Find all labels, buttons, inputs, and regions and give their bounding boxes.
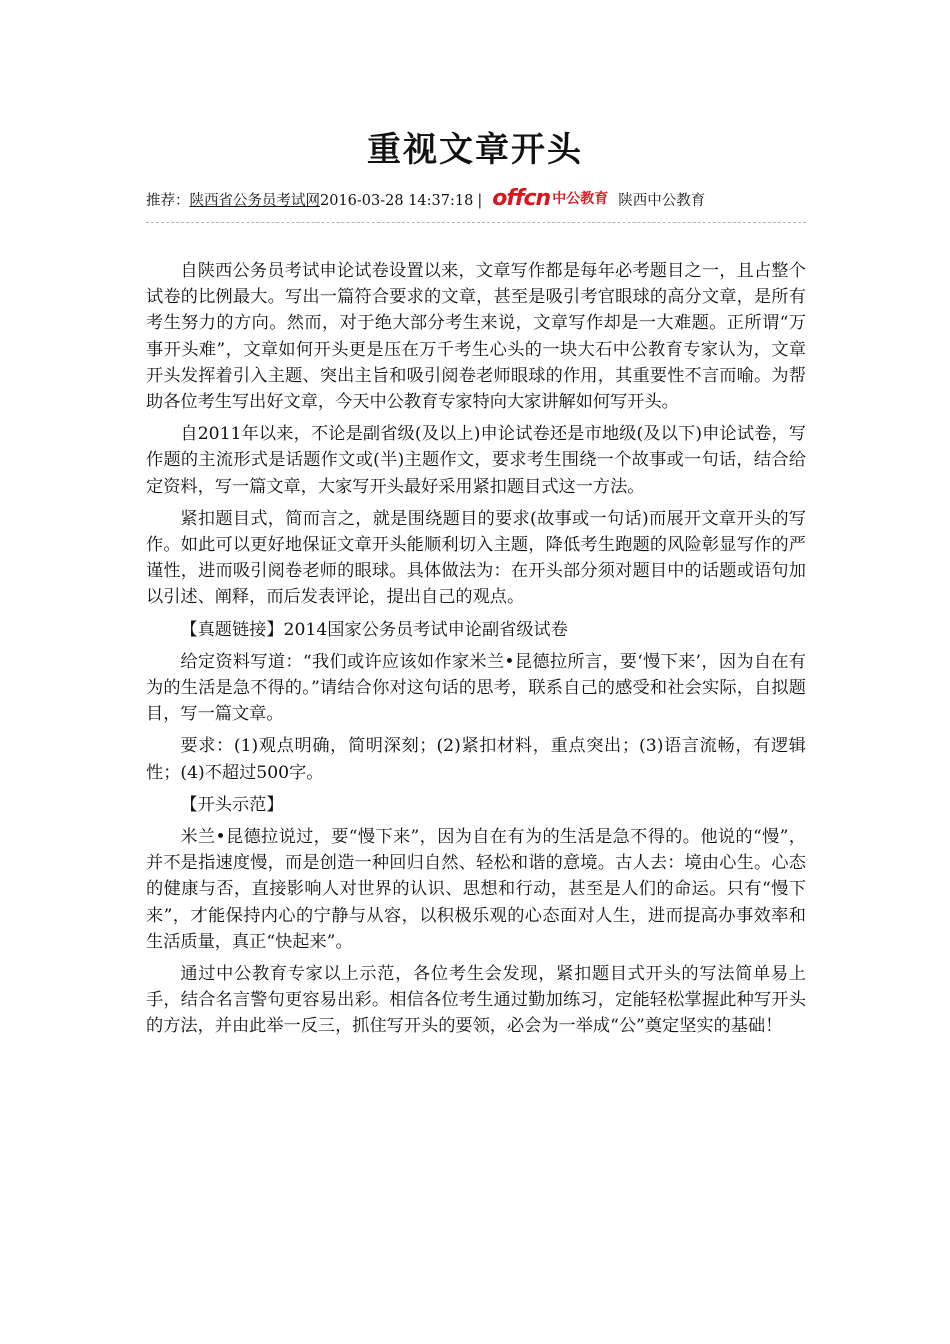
logo-text-cn: 中公教育 — [552, 191, 609, 207]
publish-datetime: 2016-03-28 14:37:18 — [320, 193, 474, 209]
paragraph: 紧扣题目式，简而言之，就是围绕题目的要求(故事或一句话)而展开文章开头的写作。如此可以更好地保证文章开头能顺利切入主题，降低考生跑题的风险彰显写作的严谨性，进而吸引阅卷老师的眼球。具体做法为：在开头部分须对题目中的话题或语句加以引述、阐释，而后发表评论，提出自己的观点。 — [146, 508, 806, 608]
publisher-name: 陕西中公教育 — [618, 193, 706, 209]
paragraph: 自2011年以来，不论是副省级(及以上)申论试卷还是市地级(及以下)申论试卷，写作题的主流形式是话题作文或(半)主题作文，要求考生围绕一个故事或一句话，结合给定资料，写一篇文章，大家写开头最好采用紧扣题目式这一方法。 — [146, 424, 806, 497]
paragraph: 【真题链接】2014国家公务员考试申论副省级试卷 — [180, 619, 568, 640]
source-link[interactable]: 陕西省公务员考试网 — [189, 193, 320, 209]
recommend-label: 推荐： — [146, 193, 190, 209]
dashed-divider — [146, 222, 806, 223]
page-title: 重视文章开头 — [367, 130, 583, 170]
paragraph: 【开头示范】 — [180, 794, 284, 815]
paragraph: 要求：(1)观点明确，简明深刻；(2)紧扣材料，重点突出；(3)语言流畅，有逻辑性；(4)不超过500字。 — [146, 736, 806, 783]
offcn-logo — [492, 186, 608, 212]
article-body — [146, 258, 806, 1046]
logo-text-en: offcn — [492, 186, 551, 211]
paragraph: 自陕西公务员考试申论试卷设置以来，文章写作都是每年必考题目之一，且占整个试卷的比例最大。写出一篇符合要求的文章，甚至是吸引考官眼球的高分文章，是所有考生努力的方向。然而，对于绝大部分考生来说，文章写作却是一大难题。正所谓“万事开头难”，文章如何开头更是压在万千考生心头的一块大石中公教育专家认为，文章开头发挥着引入主题、突出主旨和吸引阅卷老师眼球的作用，其重要性不言而喻。为帮助各位考生写出好文章，今天中公教育专家特向大家讲解如何写开头。 — [146, 261, 806, 413]
paragraph: 通过中公教育专家以上示范，各位考生会发现，紧扣题目式开头的写法简单易上手，结合名言警句更容易出彩。相信各位考生通过勤加练习，定能轻松掌握此种写开头的方法，并由此举一反三，抓住写开头的要领，必会为一举成“公”奠定坚实的基础！ — [146, 964, 806, 1037]
meta-separator: | — [477, 193, 483, 209]
paragraph: 米兰•昆德拉说过，要“慢下来”，因为自在有为的生活是急不得的。他说的“慢”，并不是指速度慢，而是创造一种回归自然、轻松和谐的意境。古人去：境由心生。心态的健康与否，直接影响人对世界的认识、思想和行动，甚至是人们的命运。只有“慢下来”，才能保持内心的宁静与从容，以积极乐观的心态面对人生，进而提高办事效率和生活质量，真正“快起来”。 — [146, 827, 806, 952]
paragraph: 给定资料写道：“我们或许应该如作家米兰•昆德拉所言，要‘慢下来’，因为自在有为的生活是急不得的。”请结合你对这句话的思考，联系自己的感受和社会实际，自拟题目，写一篇文章。 — [146, 651, 806, 725]
article-meta — [146, 188, 806, 214]
